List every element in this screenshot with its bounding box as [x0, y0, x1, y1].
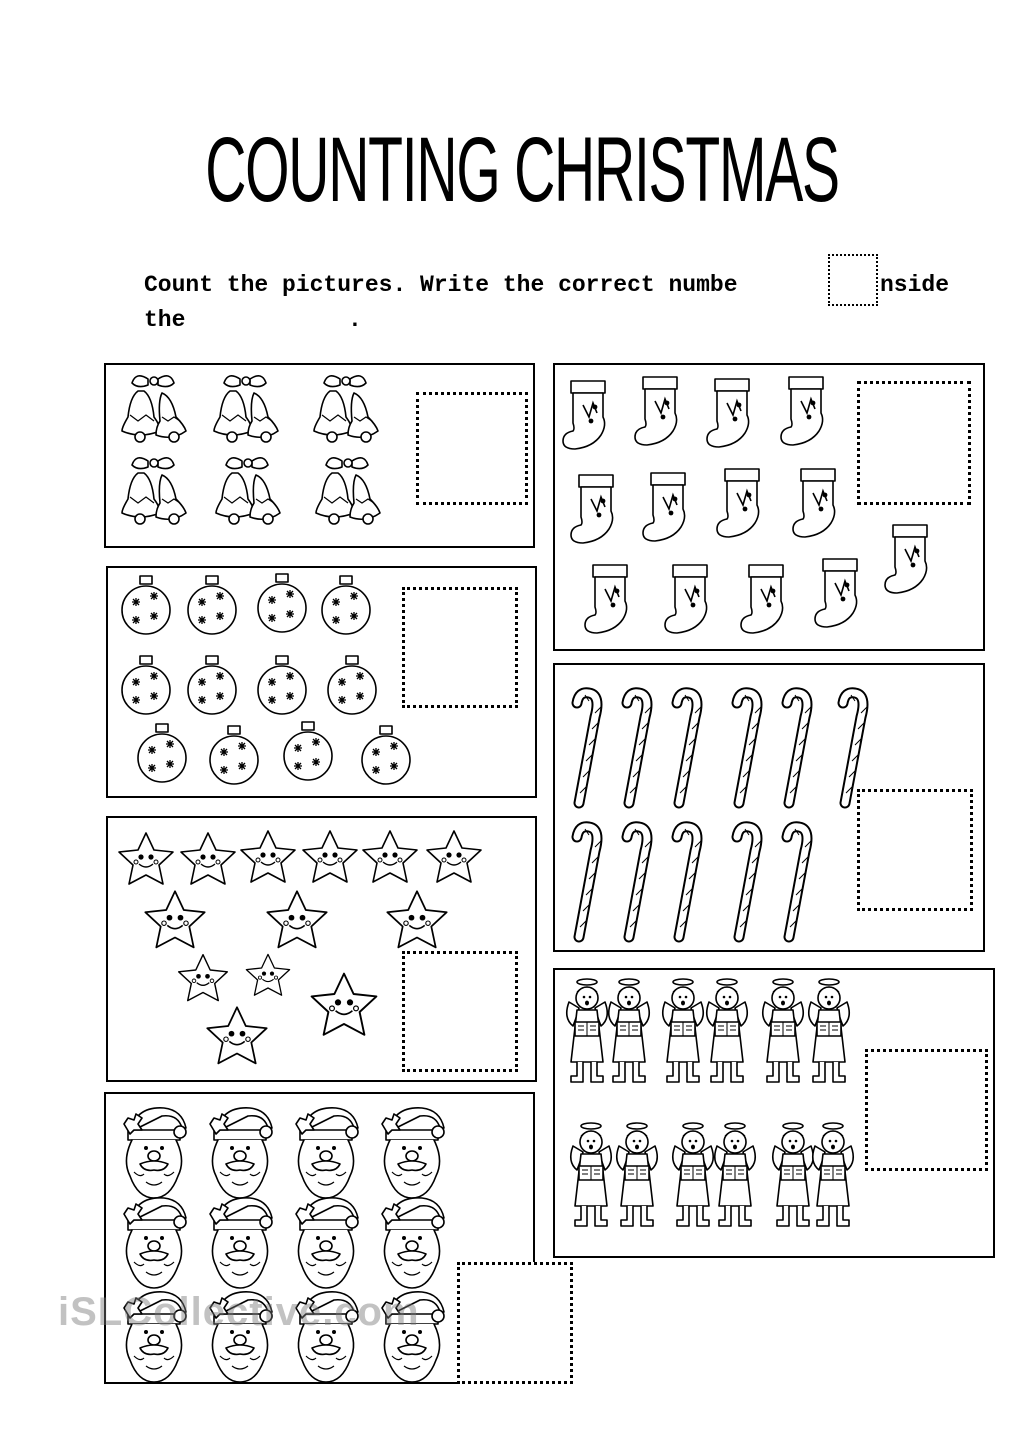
santa-icon: [204, 1102, 276, 1200]
watermark: iSLCollective.com: [58, 1290, 420, 1334]
panel-bells: [104, 363, 535, 548]
answer-box-bells[interactable]: [416, 392, 528, 505]
angel-icon: [705, 976, 749, 1086]
instruction-line-1: [144, 272, 738, 298]
instruction-text-2b: .: [348, 307, 362, 333]
stocking-icon: [739, 561, 797, 637]
ornament-icon: [254, 572, 310, 634]
ornament-icon: [206, 724, 262, 786]
santa-icon: [290, 1102, 362, 1200]
angel-icon: [615, 1120, 659, 1230]
angel-icon: [713, 1120, 757, 1230]
star-icon: [116, 830, 176, 886]
angel-icon: [761, 976, 805, 1086]
candy-cane-icon: [731, 821, 773, 941]
santa-icon: [118, 1192, 190, 1290]
panel-angels: [553, 968, 995, 1258]
answer-box-candy-canes[interactable]: [857, 789, 973, 911]
angel-icon: [569, 1120, 613, 1230]
angel-icon: [811, 1120, 855, 1230]
candy-cane-icon: [731, 687, 773, 807]
candy-cane-icon: [671, 821, 713, 941]
star-icon: [204, 1004, 270, 1066]
bell-icon: [310, 371, 396, 447]
stocking-icon: [663, 561, 721, 637]
angel-icon: [661, 976, 705, 1086]
answer-box-santas[interactable]: [457, 1262, 573, 1384]
star-icon: [176, 952, 230, 1002]
angel-icon: [771, 1120, 815, 1230]
ornament-icon: [184, 654, 240, 716]
santa-icon: [118, 1102, 190, 1200]
panel-stockings: [553, 363, 985, 651]
instruction-text-2a: the: [144, 307, 186, 333]
panel-stars: [106, 816, 537, 1082]
candy-cane-icon: [781, 821, 823, 941]
worksheet-title: COUNTING CHRISTMAS: [205, 119, 839, 221]
ornament-icon: [318, 574, 374, 636]
stocking-icon: [779, 373, 837, 449]
instruction-text-1a: Count the pictures. Write the correct numbe: [144, 272, 738, 298]
star-icon: [142, 888, 208, 950]
ornament-icon: [254, 654, 310, 716]
panel-ornaments: [106, 566, 537, 798]
candy-cane-icon: [621, 821, 663, 941]
instruction-example-box: [828, 254, 878, 306]
stocking-icon: [715, 465, 773, 541]
santa-icon: [376, 1192, 448, 1290]
star-icon: [264, 888, 330, 950]
angel-icon: [565, 976, 609, 1086]
bell-icon: [118, 453, 204, 529]
stocking-icon: [561, 377, 619, 453]
ornament-icon: [134, 722, 190, 784]
panel-candy-canes: [553, 663, 985, 952]
stocking-icon: [883, 521, 941, 597]
stocking-icon: [569, 471, 627, 547]
ornament-icon: [280, 720, 336, 782]
candy-cane-icon: [671, 687, 713, 807]
ornament-icon: [324, 654, 380, 716]
ornament-icon: [118, 654, 174, 716]
bell-icon: [118, 371, 204, 447]
answer-box-angels[interactable]: [865, 1049, 988, 1171]
star-icon: [308, 970, 380, 1037]
answer-box-ornaments[interactable]: [402, 587, 518, 708]
bell-icon: [212, 453, 298, 529]
candy-cane-icon: [571, 687, 613, 807]
stocking-icon: [583, 561, 641, 637]
star-icon: [384, 888, 450, 950]
star-icon: [424, 828, 484, 884]
candy-cane-icon: [781, 687, 823, 807]
instruction-text-1b: nside: [880, 272, 950, 298]
stocking-icon: [641, 469, 699, 545]
stocking-icon: [791, 465, 849, 541]
candy-cane-icon: [571, 821, 613, 941]
santa-icon: [290, 1192, 362, 1290]
stocking-icon: [633, 373, 691, 449]
bell-icon: [210, 371, 296, 447]
answer-box-stars[interactable]: [402, 951, 518, 1072]
bell-icon: [312, 453, 398, 529]
star-icon: [244, 952, 292, 997]
stocking-icon: [813, 555, 871, 631]
ornament-icon: [184, 574, 240, 636]
angel-icon: [807, 976, 851, 1086]
angel-icon: [607, 976, 651, 1086]
star-icon: [300, 828, 360, 884]
answer-box-stockings[interactable]: [857, 381, 971, 505]
stocking-icon: [705, 375, 763, 451]
angel-icon: [671, 1120, 715, 1230]
star-icon: [178, 830, 238, 886]
star-icon: [238, 828, 298, 884]
star-icon: [360, 828, 420, 884]
santa-icon: [376, 1102, 448, 1200]
santa-icon: [204, 1192, 276, 1290]
ornament-icon: [118, 574, 174, 636]
ornament-icon: [358, 724, 414, 786]
candy-cane-icon: [621, 687, 663, 807]
